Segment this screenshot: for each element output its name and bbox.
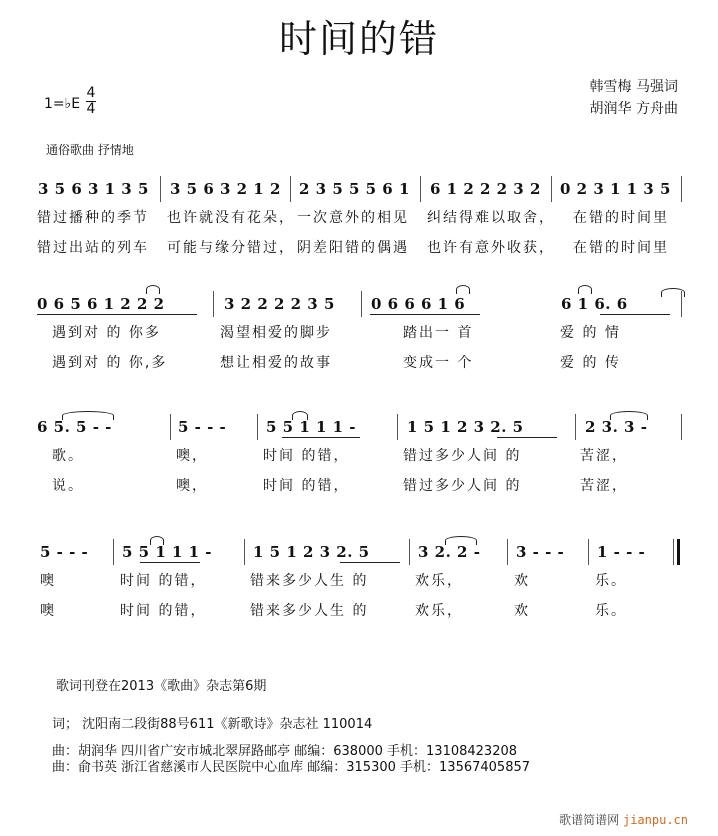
lyric-verse2: 错过多少人间 的 (403, 478, 522, 494)
lyric-verse1: 苦涩， (580, 448, 628, 464)
lyric-verse1: 噢， (176, 448, 208, 464)
measure-notes: 1 5 1 2 3 2. 5 (407, 418, 524, 436)
time-signature (86, 86, 96, 117)
measure-notes: 5 - - - (40, 543, 89, 561)
lyric-verse2: 欢 (514, 603, 530, 619)
publication-note: 歌词刊登在2013《歌曲》杂志第6期 (56, 679, 267, 694)
measure-notes: 2 3. 3 - (585, 418, 648, 436)
measure-notes: 6 1 6. 6 (561, 295, 628, 313)
lyric-verse1: 乐。 (595, 573, 627, 589)
lyricists: 韩雪梅 马强词 (589, 79, 678, 95)
time-sig-bottom: 4 (86, 101, 96, 117)
lyric-verse1: 错过播种的季节 (37, 210, 149, 226)
composer2-contact: 曲：俞书英 浙江省慈溪市人民医院中心血库 邮编：315300 手机：13567405857 (52, 760, 531, 775)
lyric-verse1: 错过多少人间 的 (403, 448, 522, 464)
measure-notes: 0 6 5 6 1 2 2 2 (37, 295, 165, 313)
measure-notes: 2 3 5 5 5 6 1 (299, 180, 410, 198)
measure-notes: 6 5. 5 - - (37, 418, 112, 436)
lyric-verse1: 时间 的错， (120, 573, 207, 589)
lyric-verse2: 想让相爱的故事 (220, 355, 332, 371)
measure-notes: 5 5 1 1 1 - (266, 418, 357, 436)
lyric-verse2: 说。 (52, 478, 84, 494)
key-signature: 1=♭E (44, 96, 81, 112)
lyric-verse2: 爱 的 传 (560, 355, 621, 371)
style-marking: 通俗歌曲 抒情地 (46, 143, 134, 157)
lyric-verse1: 在错的时间里 (573, 210, 669, 226)
measure-notes: 0 6 6 6 1 6 (371, 295, 466, 313)
measure-notes: 3 - - - (516, 543, 565, 561)
measure-notes: 5 - - - (178, 418, 227, 436)
lyric-verse2: 变成一 个 (403, 355, 474, 371)
composer1-contact: 曲：胡润华 四川省广安市城北翠屏路邮亭 邮编：638000 手机：13108423208 (52, 744, 518, 759)
lyric-verse1: 纠结得难以取舍， (427, 210, 555, 226)
lyric-verse1: 爱 的 情 (560, 325, 621, 341)
watermark-cn: 歌谱简谱网 (559, 813, 620, 827)
lyricist-address: 词； 沈阳南二段街88号611《新歌诗》杂志社 110014 (52, 717, 373, 732)
measure-notes: 3 5 6 3 1 3 5 (38, 180, 149, 198)
measure-notes: 0 2 3 1 1 3 5 (560, 180, 671, 198)
measure-notes: 3 2. 2 - (418, 543, 481, 561)
lyric-verse1: 歌。 (52, 448, 84, 464)
lyric-verse2: 阴差阳错的偶遇 (297, 240, 409, 256)
lyric-verse1: 噢 (40, 573, 56, 589)
lyric-verse2: 时间 的错， (263, 478, 350, 494)
measure-notes: 3 5 6 3 2 1 2 (170, 180, 281, 198)
composers: 胡润华 方舟曲 (589, 101, 678, 117)
lyric-verse2: 也许有意外收获， (427, 240, 555, 256)
lyric-verse2: 错过出站的列车 (37, 240, 149, 256)
lyric-verse2: 噢 (40, 603, 56, 619)
lyric-verse1: 欢 (514, 573, 530, 589)
lyric-verse2: 苦涩， (580, 478, 628, 494)
lyric-verse2: 时间 的错， (120, 603, 207, 619)
measure-notes: 5 5 1 1 1 - (122, 543, 213, 561)
lyric-verse1: 错来多少人生 的 (250, 573, 369, 589)
lyric-verse1: 欢乐， (415, 573, 463, 589)
lyric-verse1: 也许就没有花朵， (167, 210, 295, 226)
lyric-verse1: 踏出一 首 (403, 325, 474, 341)
lyric-verse2: 遇到对 的 你,多 (52, 355, 168, 371)
lyric-verse2: 可能与缘分错过， (167, 240, 295, 256)
credits (590, 76, 678, 120)
song-title: 时间的错 (278, 17, 439, 61)
lyric-verse1: 渴望相爱的脚步 (220, 325, 332, 341)
time-sig-top: 4 (86, 85, 96, 101)
measure-notes: 1 5 1 2 3 2. 5 (253, 543, 370, 561)
measure-notes: 3 2 2 2 2 3 5 (224, 295, 335, 313)
measure-notes: 1 - - - (597, 543, 646, 561)
measure-notes: 6 1 2 2 2 3 2 (430, 180, 541, 198)
watermark-url: jianpu.cn (622, 813, 688, 827)
lyric-verse2: 欢乐， (415, 603, 463, 619)
lyric-verse2: 错来多少人生 的 (250, 603, 369, 619)
lyric-verse1: 遇到对 的 你多 (52, 325, 161, 341)
watermark (559, 811, 688, 828)
lyric-verse1: 一次意外的相见 (297, 210, 409, 226)
lyric-verse1: 时间 的错， (263, 448, 350, 464)
lyric-verse2: 乐。 (595, 603, 627, 619)
lyric-verse2: 在错的时间里 (573, 240, 669, 256)
lyric-verse2: 噢， (176, 478, 208, 494)
